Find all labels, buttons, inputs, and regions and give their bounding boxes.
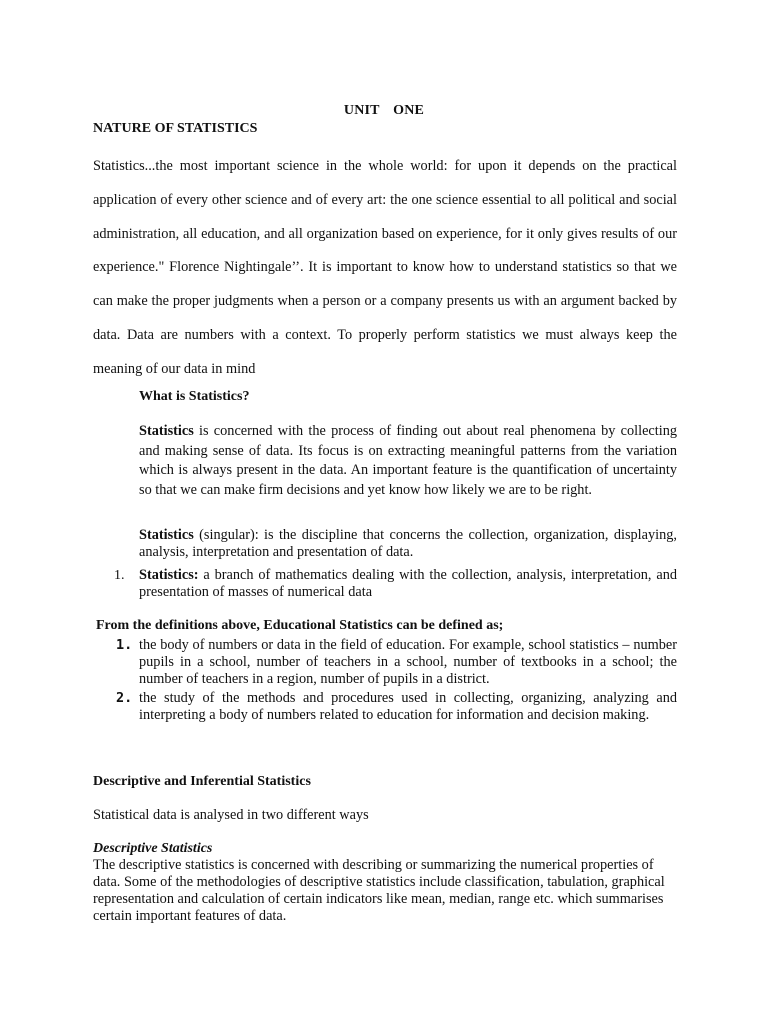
unit-title: UNIT ONE [343,103,425,118]
educational-list-item [116,690,677,724]
analysis-ways-text: Statistical data is analysed in two different ways [93,807,369,823]
definition-term: Statistics [139,423,194,439]
definition-paragraph-1 [139,422,677,500]
descriptive-statistics-paragraph: The descriptive statistics is concerned with describing or summarizing the numerical properties of data. Some of the methodologies of descriptive statistics include classification, tabulation, graphical representation and calculation of certain indicators like mean, median, range etc. which summarises certain important features of data. [93,857,665,924]
educational-list-item [116,637,677,688]
definition-term: Statistics [139,527,194,543]
what-is-statistics-heading: What is Statistics? [139,389,250,404]
list-number: 1. [114,568,125,583]
definition-list-item [114,567,677,601]
descriptive-inferential-heading: Descriptive and Inferential Statistics [93,774,311,789]
intro-paragraph: Statistics...the most important science in the whole world: for upon it depends on the practical application of every other science and of every art: the one science essential to all political and social administration, all education, and all organization based on experience, for it only gives results of our experience." Florence Nightingale’’. It is important to know how to understand statistics so that we can make the proper judgments when a person or a company presents us with an argument backed by data. Data are numbers with a context. To properly perform statistics we must always keep the meaning of our data in mind [93,158,677,377]
descriptive-statistics-heading: Descriptive Statistics [93,841,213,856]
definition-text: is concerned with the process of finding out about real phenomena by collecting and making sense of data. Its focus is on extracting meaningful patterns from the variation which is always present in the data. An important feature is the quantification of uncertainty so that we can make firm decisions and yet know how likely we are to be right. [139,423,677,498]
definition-paragraph-2 [139,527,677,561]
definition-term: Statistics: [139,567,199,583]
section-title: NATURE OF STATISTICS [93,121,258,136]
list-item-text: the study of the methods and procedures used in collecting, organizing, analyzing and interpreting a body of numbers related to education for information and decision making. [139,690,677,723]
list-item-text: the body of numbers or data in the field of education. For example, school statistics – number pupils in a school, number of teachers in a school, number of textbooks in a school; the number of teachers in a region, number of pupils in a district. [139,637,677,687]
definition-text: a branch of mathematics dealing with the collection, analysis, interpretation, and presentation of masses of numerical data [139,567,677,600]
definition-text: (singular): is the discipline that concerns the collection, organization, displaying, analysis, interpretation and presentation of data. [139,527,677,560]
educational-statistics-heading: From the definitions above, Educational Statistics can be defined as; [96,618,504,633]
list-number: 2. [116,690,133,706]
list-number: 1. [116,637,133,653]
